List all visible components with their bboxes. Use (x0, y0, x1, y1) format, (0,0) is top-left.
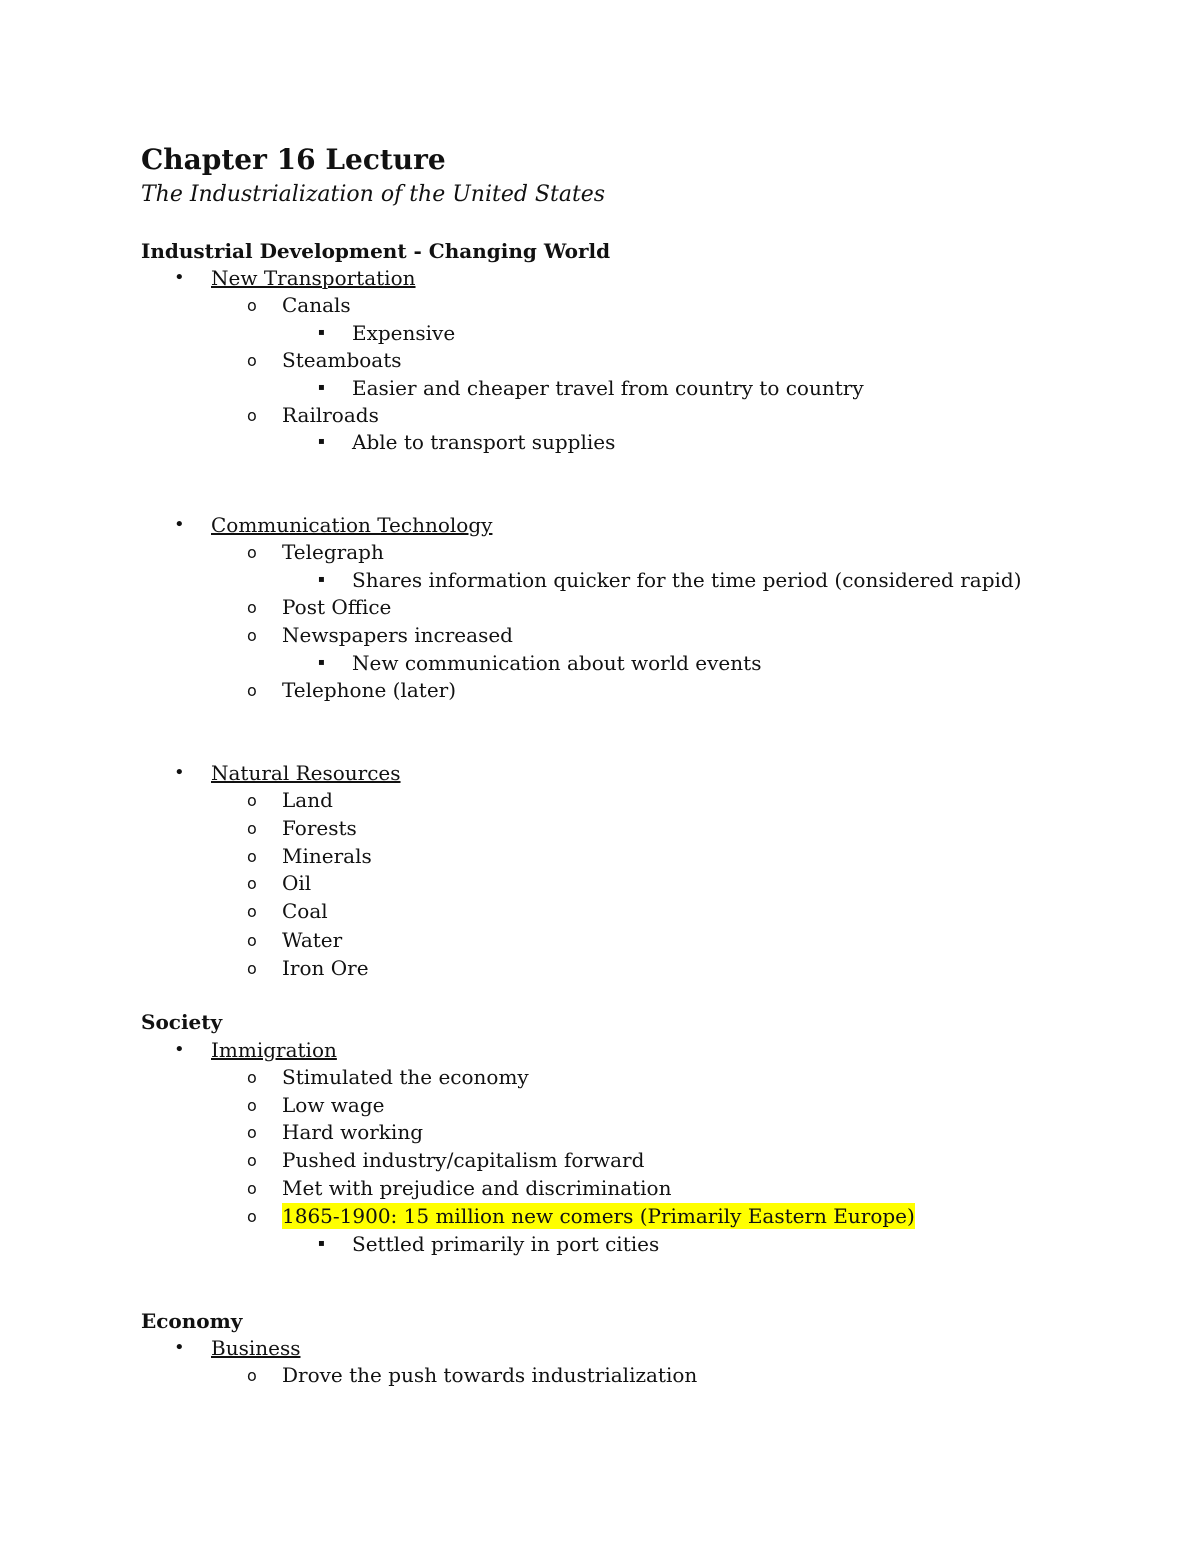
list-item: Pushed industry/capitalism forward (282, 1148, 645, 1172)
bullet-disc: • (174, 1039, 185, 1060)
bullet-circle: o (247, 406, 257, 425)
section-heading-industrial: Industrial Development - Changing World (141, 239, 611, 263)
list-item: Able to transport supplies (352, 430, 616, 454)
topic-natural-resources: Natural Resources (211, 761, 401, 785)
topic-immigration: Immigration (211, 1038, 337, 1062)
bullet-circle: o (247, 902, 257, 921)
list-item: Met with prejudice and discrimination (282, 1176, 672, 1200)
bullet-circle: o (247, 791, 257, 810)
topic-communication-technology: Communication Technology (211, 513, 493, 537)
list-item: Newspapers increased (282, 623, 513, 647)
bullet-circle: o (247, 874, 257, 893)
bullet-circle: o (247, 1096, 257, 1115)
list-item: Settled primarily in port cities (352, 1232, 660, 1256)
list-item: Stimulated the economy (282, 1065, 529, 1089)
bullet-circle: o (247, 959, 257, 978)
list-item: Canals (282, 293, 351, 317)
bullet-circle: o (247, 598, 257, 617)
bullet-square: ▪ (318, 574, 325, 585)
bullet-circle: o (247, 1207, 257, 1226)
topic-new-transportation: New Transportation (211, 266, 416, 290)
bullet-disc: • (174, 1337, 185, 1358)
highlighted-fact: 1865-1900: 15 million new comers (Primarily Eastern Europe) (282, 1204, 915, 1228)
bullet-circle: o (247, 296, 257, 315)
section-heading-society: Society (141, 1010, 223, 1034)
bullet-circle: o (247, 351, 257, 370)
topic-business: Business (211, 1336, 301, 1360)
bullet-square: ▪ (318, 1238, 325, 1249)
list-item: Water (282, 928, 343, 952)
list-item: Telegraph (282, 540, 384, 564)
list-item: Railroads (282, 403, 379, 427)
page-title: Chapter 16 Lecture (141, 143, 446, 176)
bullet-circle: o (247, 931, 257, 950)
list-item: Easier and cheaper travel from country to country (352, 376, 864, 400)
bullet-circle: o (247, 681, 257, 700)
bullet-square: ▪ (318, 327, 325, 338)
section-heading-economy: Economy (141, 1309, 243, 1333)
list-item: Land (282, 788, 333, 812)
list-item: Coal (282, 899, 328, 923)
list-item: Post Office (282, 595, 392, 619)
bullet-circle: o (247, 626, 257, 645)
list-item: Oil (282, 871, 312, 895)
bullet-circle: o (247, 1123, 257, 1142)
list-item: Steamboats (282, 348, 402, 372)
bullet-circle: o (247, 819, 257, 838)
bullet-square: ▪ (318, 657, 325, 668)
list-item: New communication about world events (352, 651, 762, 675)
bullet-disc: • (174, 762, 185, 783)
list-item: Iron Ore (282, 956, 369, 980)
list-item: Shares information quicker for the time period (considered rapid) (352, 568, 1022, 592)
bullet-circle: o (247, 543, 257, 562)
bullet-circle: o (247, 1366, 257, 1385)
bullet-circle: o (247, 847, 257, 866)
bullet-circle: o (247, 1179, 257, 1198)
bullet-disc: • (174, 514, 185, 535)
list-item: Telephone (later) (282, 678, 457, 702)
list-item: Low wage (282, 1093, 385, 1117)
list-item: Minerals (282, 844, 372, 868)
bullet-square: ▪ (318, 436, 325, 447)
bullet-circle: o (247, 1068, 257, 1087)
list-item: Expensive (352, 321, 456, 345)
list-item: Forests (282, 816, 357, 840)
bullet-circle: o (247, 1151, 257, 1170)
list-item: Drove the push towards industrialization (282, 1363, 698, 1387)
bullet-disc: • (174, 267, 185, 288)
list-item: Hard working (282, 1120, 424, 1144)
page-subtitle: The Industrialization of the United States (141, 182, 606, 207)
bullet-square: ▪ (318, 382, 325, 393)
